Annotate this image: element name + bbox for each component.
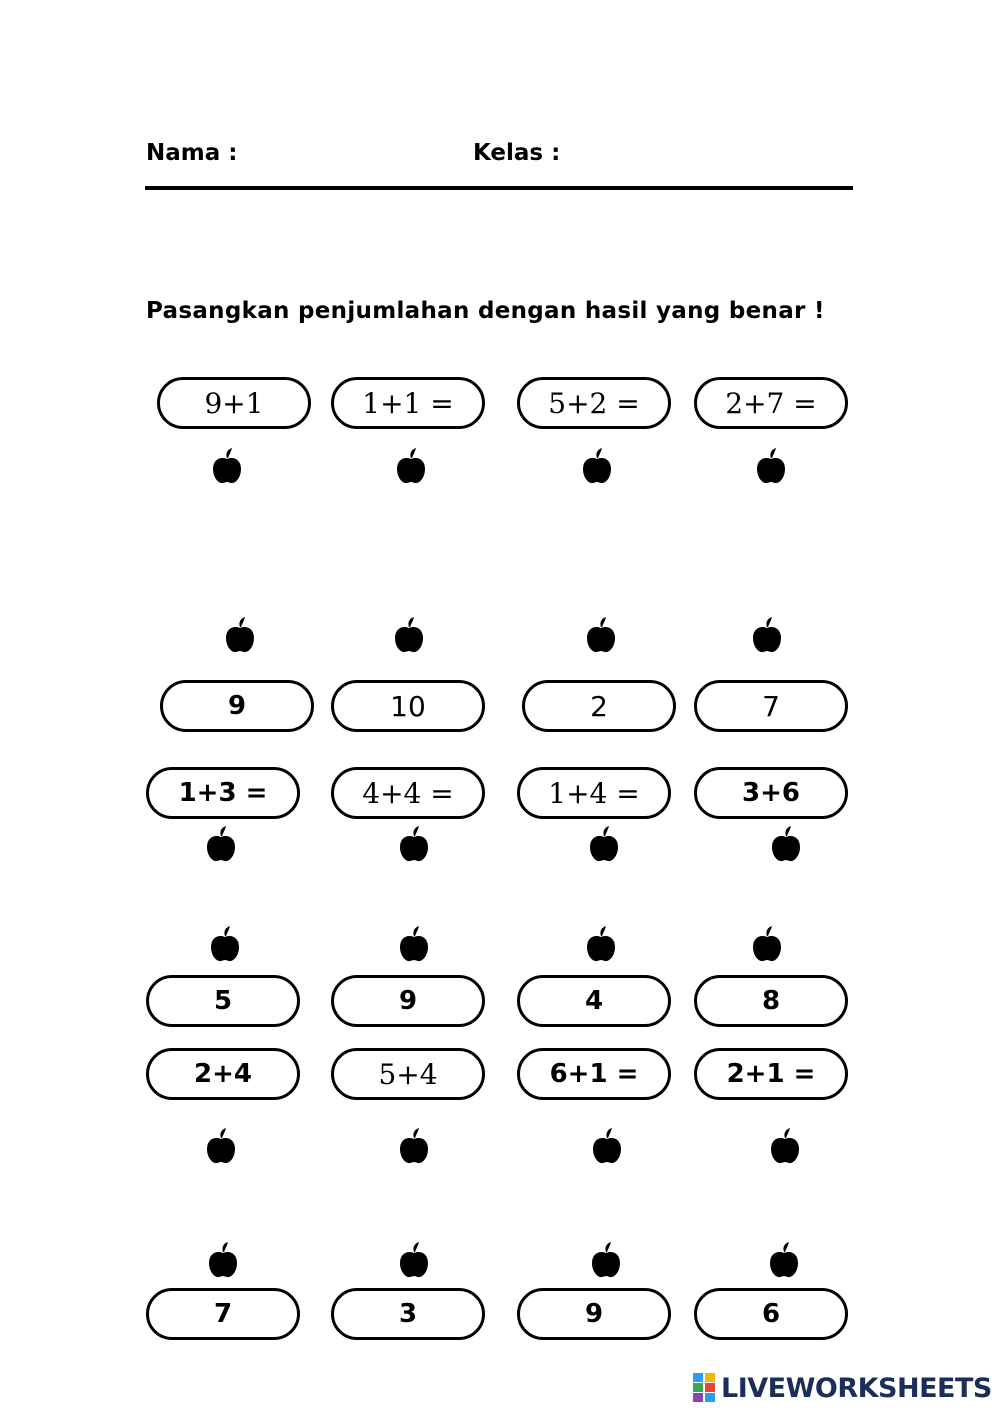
apple-connector-icon[interactable] <box>207 1242 239 1278</box>
apple-connector-icon[interactable] <box>751 617 783 653</box>
apple-connector-icon[interactable] <box>585 617 617 653</box>
apple-icon <box>224 617 256 653</box>
question-pill-3-4[interactable]: 3+6 <box>694 767 848 819</box>
header-underline <box>145 186 853 190</box>
apple-connector-icon[interactable] <box>398 826 430 862</box>
question-pill-5-3[interactable]: 6+1 = <box>517 1048 671 1100</box>
answer-pill-4-4[interactable]: 8 <box>694 975 848 1027</box>
apple-icon <box>768 1242 800 1278</box>
apple-icon <box>585 617 617 653</box>
question-pill-3-3[interactable]: 1+4 = <box>517 767 671 819</box>
apple-connector-icon[interactable] <box>398 1128 430 1164</box>
apple-icon <box>398 926 430 962</box>
apple-connector-icon[interactable] <box>751 926 783 962</box>
apple-connector-icon[interactable] <box>205 826 237 862</box>
answer-pill-2-4[interactable]: 7 <box>694 680 848 732</box>
class-label: Kelas : <box>473 140 561 166</box>
apple-icon <box>769 1128 801 1164</box>
apple-connector-icon[interactable] <box>205 1128 237 1164</box>
apple-connector-icon[interactable] <box>398 1242 430 1278</box>
apple-connector-icon[interactable] <box>755 448 787 484</box>
apple-icon <box>207 1242 239 1278</box>
apple-icon <box>398 826 430 862</box>
apple-connector-icon[interactable] <box>393 617 425 653</box>
instruction-text: Pasangkan penjumlahan dengan hasil yang benar ! <box>146 298 825 324</box>
apple-icon <box>581 448 613 484</box>
apple-icon <box>205 1128 237 1164</box>
question-pill-5-2[interactable]: 5+4 <box>331 1048 485 1100</box>
answer-pill-2-3[interactable]: 2 <box>522 680 676 732</box>
apple-icon <box>588 826 620 862</box>
answer-pill-6-2[interactable]: 3 <box>331 1288 485 1340</box>
apple-connector-icon[interactable] <box>588 826 620 862</box>
apple-icon <box>211 448 243 484</box>
answer-pill-2-2[interactable]: 10 <box>331 680 485 732</box>
answer-pill-6-1[interactable]: 7 <box>146 1288 300 1340</box>
question-pill-5-4[interactable]: 2+1 = <box>694 1048 848 1100</box>
apple-connector-icon[interactable] <box>769 1128 801 1164</box>
apple-icon <box>751 926 783 962</box>
apple-connector-icon[interactable] <box>398 926 430 962</box>
apple-connector-icon[interactable] <box>591 1128 623 1164</box>
answer-pill-4-1[interactable]: 5 <box>146 975 300 1027</box>
answer-pill-6-3[interactable]: 9 <box>517 1288 671 1340</box>
question-pill-3-1[interactable]: 1+3 = <box>146 767 300 819</box>
answer-pill-2-1[interactable]: 9 <box>160 680 314 732</box>
apple-connector-icon[interactable] <box>585 926 617 962</box>
apple-connector-icon[interactable] <box>581 448 613 484</box>
apple-icon <box>591 1128 623 1164</box>
apple-icon <box>751 617 783 653</box>
apple-connector-icon[interactable] <box>224 617 256 653</box>
question-pill-5-1[interactable]: 2+4 <box>146 1048 300 1100</box>
apple-connector-icon[interactable] <box>209 926 241 962</box>
question-pill-1-1[interactable]: 9+1 <box>157 377 311 429</box>
apple-connector-icon[interactable] <box>395 448 427 484</box>
apple-connector-icon[interactable] <box>768 1242 800 1278</box>
question-pill-1-4[interactable]: 2+7 = <box>694 377 848 429</box>
answer-pill-6-4[interactable]: 6 <box>694 1288 848 1340</box>
question-pill-3-2[interactable]: 4+4 = <box>331 767 485 819</box>
question-pill-1-2[interactable]: 1+1 = <box>331 377 485 429</box>
apple-connector-icon[interactable] <box>211 448 243 484</box>
apple-icon <box>398 1242 430 1278</box>
watermark-text: LIVEWORKSHEETS <box>721 1372 992 1404</box>
apple-icon <box>770 826 802 862</box>
apple-icon <box>585 926 617 962</box>
apple-icon <box>205 826 237 862</box>
apple-connector-icon[interactable] <box>770 826 802 862</box>
name-label: Nama : <box>146 140 238 166</box>
question-pill-1-3[interactable]: 5+2 = <box>517 377 671 429</box>
apple-icon <box>209 926 241 962</box>
apple-connector-icon[interactable] <box>590 1242 622 1278</box>
liveworksheets-watermark <box>693 1370 992 1406</box>
apple-icon <box>395 448 427 484</box>
apple-icon <box>755 448 787 484</box>
answer-pill-4-2[interactable]: 9 <box>331 975 485 1027</box>
answer-pill-4-3[interactable]: 4 <box>517 975 671 1027</box>
apple-icon <box>393 617 425 653</box>
apple-icon <box>590 1242 622 1278</box>
apple-icon <box>398 1128 430 1164</box>
liveworksheets-logo-icon <box>693 1373 717 1403</box>
